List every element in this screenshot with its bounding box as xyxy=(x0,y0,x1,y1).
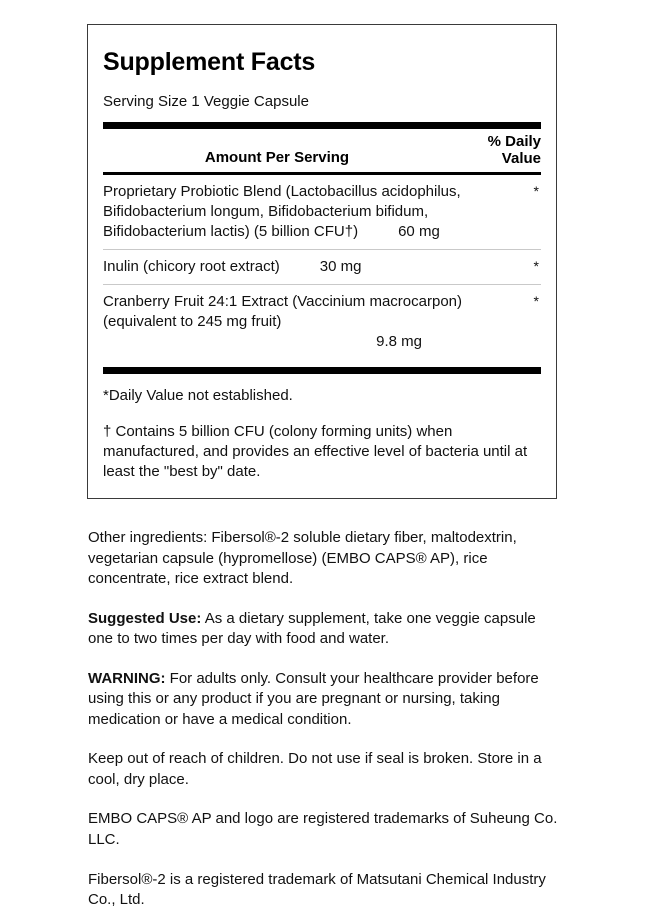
label-notes xyxy=(88,528,562,911)
page-title: Supplement Facts xyxy=(103,48,316,76)
nutrient-amount: 60 mg xyxy=(398,223,440,240)
serving-size-text: Serving Size 1 Veggie Capsule xyxy=(103,92,309,110)
embo-caps-trademark-paragraph xyxy=(88,809,562,850)
table-row xyxy=(103,250,541,284)
nutrient-row-content xyxy=(103,257,541,277)
daily-value-header xyxy=(469,134,541,168)
paragraph-text: As a dietary supplement, take one veggie capsule one to two times per day with food and water. xyxy=(88,609,536,648)
paragraph-text: Fibersol®-2 is a registered trademark of Matsutani Chemical Industry Co., Ltd. xyxy=(88,870,546,909)
table-row xyxy=(103,175,541,249)
footnotes xyxy=(103,374,541,482)
footnote-cfu: † Contains 5 billion CFU (colony forming units) when manufactured, and provides an effective level of bacteria until at least the "best by" date. xyxy=(103,422,528,480)
nutrient-daily-value: * xyxy=(533,292,539,309)
nutrient-name: Proprietary Probiotic Blend (Lactobacillus acidophilus, Bifidobacterium longum, Bifidobacterium bifidum, Bifidobacterium lactis) (5 billion CFU†) xyxy=(103,183,461,240)
paragraph-lead: Suggested Use: xyxy=(88,609,202,627)
other-ingredients-paragraph xyxy=(88,528,562,590)
nutrient-name: Cranberry Fruit 24:1 Extract (Vaccinium macrocarpon) (equivalent to 245 mg fruit) xyxy=(103,292,463,330)
nutrient-daily-value: * xyxy=(533,257,539,274)
nutrient-amount: 9.8 mg xyxy=(376,332,422,350)
paragraph-text: For adults only. Consult your healthcare provider before using this or any product if you are pregnant or nursing, taking medication or have a medical condition. xyxy=(88,669,539,728)
paragraph-text: Other ingredients: Fibersol®-2 soluble dietary fiber, maltodextrin, vegetarian capsule (hypromellose) (EMBO CAPS® AP), rice concentrate, rice extract blend. xyxy=(88,529,517,588)
suggested-use-paragraph xyxy=(88,609,562,650)
nutrient-amount: 30 mg xyxy=(319,257,362,275)
fibersol-trademark-paragraph xyxy=(88,870,562,911)
nutrient-daily-value: * xyxy=(533,183,539,200)
paragraph-text: Keep out of reach of children. Do not use if seal is broken. Store in a cool, dry place. xyxy=(88,750,542,788)
paragraph-text: EMBO CAPS® AP and logo are registered trademarks of Suheung Co. LLC. xyxy=(88,810,558,849)
supplement-facts-panel xyxy=(87,24,557,499)
daily-value-header-line2: Value xyxy=(501,150,541,168)
header-thick-rule xyxy=(103,122,541,129)
footnote-daily-value: *Daily Value not established. xyxy=(103,386,293,404)
table-row xyxy=(103,285,541,359)
footer-thick-rule xyxy=(103,367,541,374)
nutrient-row-content xyxy=(103,182,541,242)
nutrient-row-content xyxy=(103,292,541,352)
storage-paragraph xyxy=(88,749,562,790)
paragraph-lead: WARNING: xyxy=(88,669,166,687)
amount-per-serving-header: Amount Per Serving xyxy=(204,149,350,167)
warning-paragraph xyxy=(88,669,562,731)
daily-value-header-line1: % Daily xyxy=(487,133,541,151)
nutrient-name: Inulin (chicory root extract) xyxy=(103,257,280,275)
column-header-row xyxy=(103,129,541,172)
